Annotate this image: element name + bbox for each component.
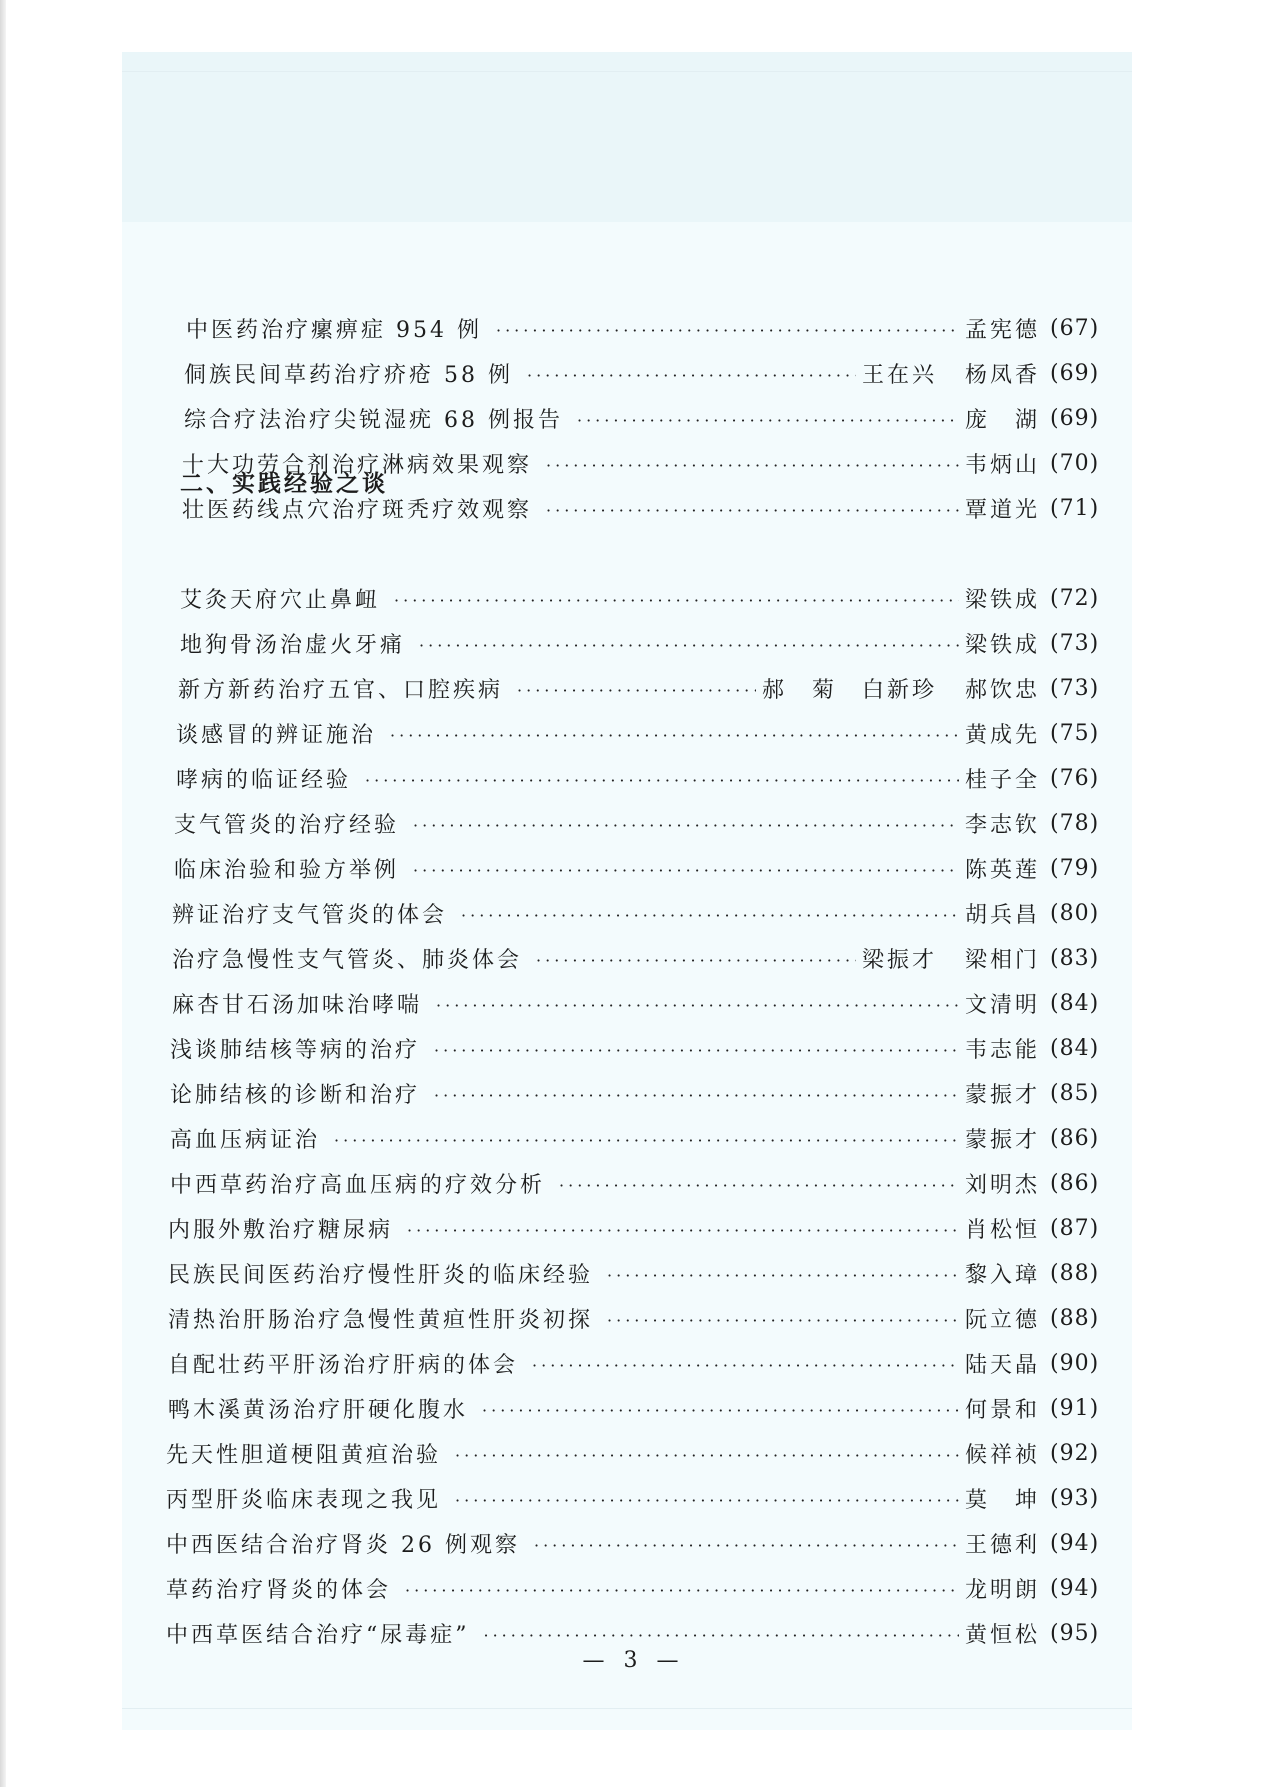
- entry-title: 鸭木溪黄汤治疗肝硬化腹水: [168, 1397, 469, 1423]
- entry-coauthors: 郝 菊 白新珍: [761, 677, 937, 703]
- entry-page: (93): [1050, 1485, 1100, 1511]
- dot-leader: [455, 1491, 959, 1510]
- dot-leader: [365, 771, 959, 790]
- entry-title: 壮医药线点穴治疗斑秃疗效观察: [182, 497, 533, 523]
- toc-entry: [172, 893, 1120, 933]
- entry-page: (70): [1050, 450, 1100, 476]
- entry-author: 陆天晶: [964, 1352, 1040, 1378]
- entry-title: 先天性胆道梗阻黄疸治验: [166, 1442, 442, 1468]
- dot-leader: [546, 456, 959, 475]
- entry-page: (85): [1050, 1080, 1100, 1106]
- entry-page: (88): [1050, 1260, 1100, 1286]
- entry-coauthors: 王在兴: [861, 362, 937, 388]
- entry-author: 刘明杰: [964, 1172, 1040, 1198]
- toc-entry: [168, 1343, 1120, 1383]
- entry-author: 候祥祯: [964, 1442, 1040, 1468]
- entry-page: (94): [1050, 1575, 1100, 1601]
- dot-leader: [536, 951, 856, 970]
- entry-title: 草药治疗肾炎的体会: [166, 1577, 392, 1603]
- toc-entry: [176, 758, 1120, 798]
- entry-title: 谈感冒的辨证施治: [176, 722, 377, 748]
- dot-leader: [517, 681, 756, 700]
- entry-title: 中西医结合治疗肾炎 26 例观察: [166, 1532, 520, 1558]
- dot-leader: [607, 1311, 959, 1330]
- entry-author: 黄成先: [964, 722, 1040, 748]
- entry-page: (90): [1050, 1350, 1100, 1376]
- entry-page: (69): [1050, 360, 1100, 386]
- entry-page: (69): [1050, 405, 1100, 431]
- toc-entry: [184, 398, 1120, 438]
- entry-title: 辨证治疗支气管炎的体会: [172, 902, 448, 928]
- dot-leader: [532, 1356, 959, 1375]
- entry-title: 中西草医结合治疗“尿毒症”: [166, 1622, 470, 1648]
- entry-title: 丙型肝炎临床表现之我见: [166, 1487, 442, 1513]
- toc-entry: [180, 623, 1120, 663]
- dot-leader: [484, 1626, 959, 1645]
- dot-leader: [482, 1401, 959, 1420]
- entry-author: 蒙振才: [964, 1082, 1040, 1108]
- toc-entry: [168, 1388, 1120, 1428]
- toc-entry: [180, 578, 1120, 618]
- entry-title: 自配壮药平肝汤治疗肝病的体会: [168, 1352, 519, 1378]
- entry-page: (76): [1050, 765, 1100, 791]
- entry-page: (72): [1050, 585, 1100, 611]
- entry-author: 梁相门: [964, 947, 1040, 973]
- entry-author: 韦志能: [964, 1037, 1040, 1063]
- dot-leader: [546, 501, 959, 520]
- entry-title: 支气管炎的治疗经验: [174, 812, 400, 838]
- entry-author: 庞 湖: [964, 407, 1040, 433]
- dot-leader: [436, 996, 959, 1015]
- toc-entry: [166, 1613, 1120, 1653]
- entry-title: 浅谈肺结核等病的治疗: [170, 1037, 421, 1063]
- entry-page: (86): [1050, 1170, 1100, 1196]
- entry-author: 李志钦: [964, 812, 1040, 838]
- entry-author: 阮立德: [964, 1307, 1040, 1333]
- entry-page: (92): [1050, 1440, 1100, 1466]
- dot-leader: [527, 366, 856, 385]
- dot-leader: [434, 1086, 959, 1105]
- entry-author: 何景和: [964, 1397, 1040, 1423]
- entry-title: 临床治验和验方举例: [174, 857, 400, 883]
- entry-author: 黄恒松: [964, 1622, 1040, 1648]
- toc-entry: [174, 848, 1120, 888]
- dot-leader: [496, 321, 959, 340]
- entry-title: 十大功劳合剂治疗淋病效果观察: [182, 452, 533, 478]
- entry-page: (75): [1050, 720, 1100, 746]
- entry-page: (80): [1050, 900, 1100, 926]
- dot-leader: [559, 1176, 959, 1195]
- entry-author: 王德利: [964, 1532, 1040, 1558]
- dot-leader: [534, 1536, 959, 1555]
- toc-entry: [170, 1073, 1120, 1113]
- entry-title: 综合疗法治疗尖锐湿疣 68 例报告: [184, 407, 563, 433]
- entry-title: 内服外敷治疗糖尿病: [168, 1217, 394, 1243]
- entry-author: 莫 坤: [964, 1487, 1040, 1513]
- entry-page: (78): [1050, 810, 1100, 836]
- dot-leader: [434, 1041, 959, 1060]
- entry-page: (71): [1050, 495, 1100, 521]
- entry-page: (88): [1050, 1305, 1100, 1331]
- entry-page: (86): [1050, 1125, 1100, 1151]
- toc-entry: [172, 938, 1120, 978]
- entry-page: (73): [1050, 675, 1100, 701]
- entry-author: 黎入璋: [964, 1262, 1040, 1288]
- dot-leader: [419, 636, 959, 655]
- entry-page: (91): [1050, 1395, 1100, 1421]
- entry-title: 论肺结核的诊断和治疗: [170, 1082, 421, 1108]
- toc-entry: [174, 803, 1120, 843]
- toc-entry: [186, 308, 1120, 348]
- toc-entry: [166, 1568, 1120, 1608]
- entry-page: (83): [1050, 945, 1100, 971]
- entry-page: (79): [1050, 855, 1100, 881]
- dot-leader: [407, 1221, 959, 1240]
- dot-leader: [405, 1581, 959, 1600]
- entry-title: 高血压病证治: [170, 1127, 321, 1153]
- entry-title: 新方新药治疗五官、口腔疾病: [178, 677, 504, 703]
- entry-author: 陈英莲: [964, 857, 1040, 883]
- entry-author: 龙明朗: [964, 1577, 1040, 1603]
- page-number: — 3 —: [582, 1648, 685, 1673]
- entry-page: (73): [1050, 630, 1100, 656]
- entry-page: (87): [1050, 1215, 1100, 1241]
- dot-leader: [577, 411, 959, 430]
- entry-title: 麻杏甘石汤加味治哮喘: [172, 992, 423, 1018]
- entry-author: 杨凤香: [964, 362, 1040, 388]
- entry-author: 郝饮忠: [964, 677, 1040, 703]
- entry-title: 中西草药治疗高血压病的疗效分析: [170, 1172, 546, 1198]
- toc-entry: [170, 1163, 1120, 1203]
- entry-author: 孟宪德: [964, 317, 1040, 343]
- entry-author: 梁铁成: [964, 587, 1040, 613]
- entry-page: (67): [1050, 315, 1100, 341]
- toc-entry: [172, 983, 1120, 1023]
- entry-author: 胡兵昌: [964, 902, 1040, 928]
- entry-title: 地狗骨汤治虚火牙痛: [180, 632, 406, 658]
- entry-title: 民族民间医药治疗慢性肝炎的临床经验: [168, 1262, 594, 1288]
- toc-entry: [166, 1433, 1120, 1473]
- toc-entry: [178, 668, 1120, 708]
- toc-entry: [166, 1478, 1120, 1518]
- dot-leader: [461, 906, 959, 925]
- dot-leader: [413, 816, 959, 835]
- entry-title: 中医药治疗瘰痹症 954 例: [186, 317, 482, 343]
- dot-leader: [455, 1446, 959, 1465]
- toc-entry: [170, 1118, 1120, 1158]
- entry-title: 艾灸天府穴止鼻衄: [180, 587, 381, 613]
- dot-leader: [607, 1266, 959, 1285]
- toc-entry: [168, 1253, 1120, 1293]
- dot-leader: [334, 1131, 959, 1150]
- entry-title: 治疗急慢性支气管炎、肺炎体会: [172, 947, 523, 973]
- entry-author: 覃道光: [964, 497, 1040, 523]
- section-heading: 二、实践经验之谈: [180, 470, 388, 497]
- entry-page: (84): [1050, 1035, 1100, 1061]
- entry-page: (94): [1050, 1530, 1100, 1556]
- entry-page: (95): [1050, 1620, 1100, 1646]
- entry-author: 肖松恒: [964, 1217, 1040, 1243]
- entry-author: 文清明: [964, 992, 1040, 1018]
- toc-entry: [170, 1028, 1120, 1068]
- entry-author: 梁铁成: [964, 632, 1040, 658]
- entry-author: 韦炳山: [964, 452, 1040, 478]
- toc-entry: [184, 353, 1120, 393]
- entry-page: (84): [1050, 990, 1100, 1016]
- dot-leader: [394, 591, 959, 610]
- entry-author: 蒙振才: [964, 1127, 1040, 1153]
- entry-title: 侗族民间草药治疗疥疮 58 例: [184, 362, 513, 388]
- toc-entry: [166, 1523, 1120, 1563]
- entry-author: 桂子全: [964, 767, 1040, 793]
- toc-entry: [168, 1298, 1120, 1338]
- entry-title: 清热治肝肠治疗急慢性黄疸性肝炎初探: [168, 1307, 594, 1333]
- entry-title: 哮病的临证经验: [176, 767, 352, 793]
- toc-entry: [176, 713, 1120, 753]
- entry-coauthors: 梁振才: [861, 947, 937, 973]
- dot-leader: [413, 861, 959, 880]
- dot-leader: [390, 726, 959, 745]
- toc-entry: [168, 1208, 1120, 1248]
